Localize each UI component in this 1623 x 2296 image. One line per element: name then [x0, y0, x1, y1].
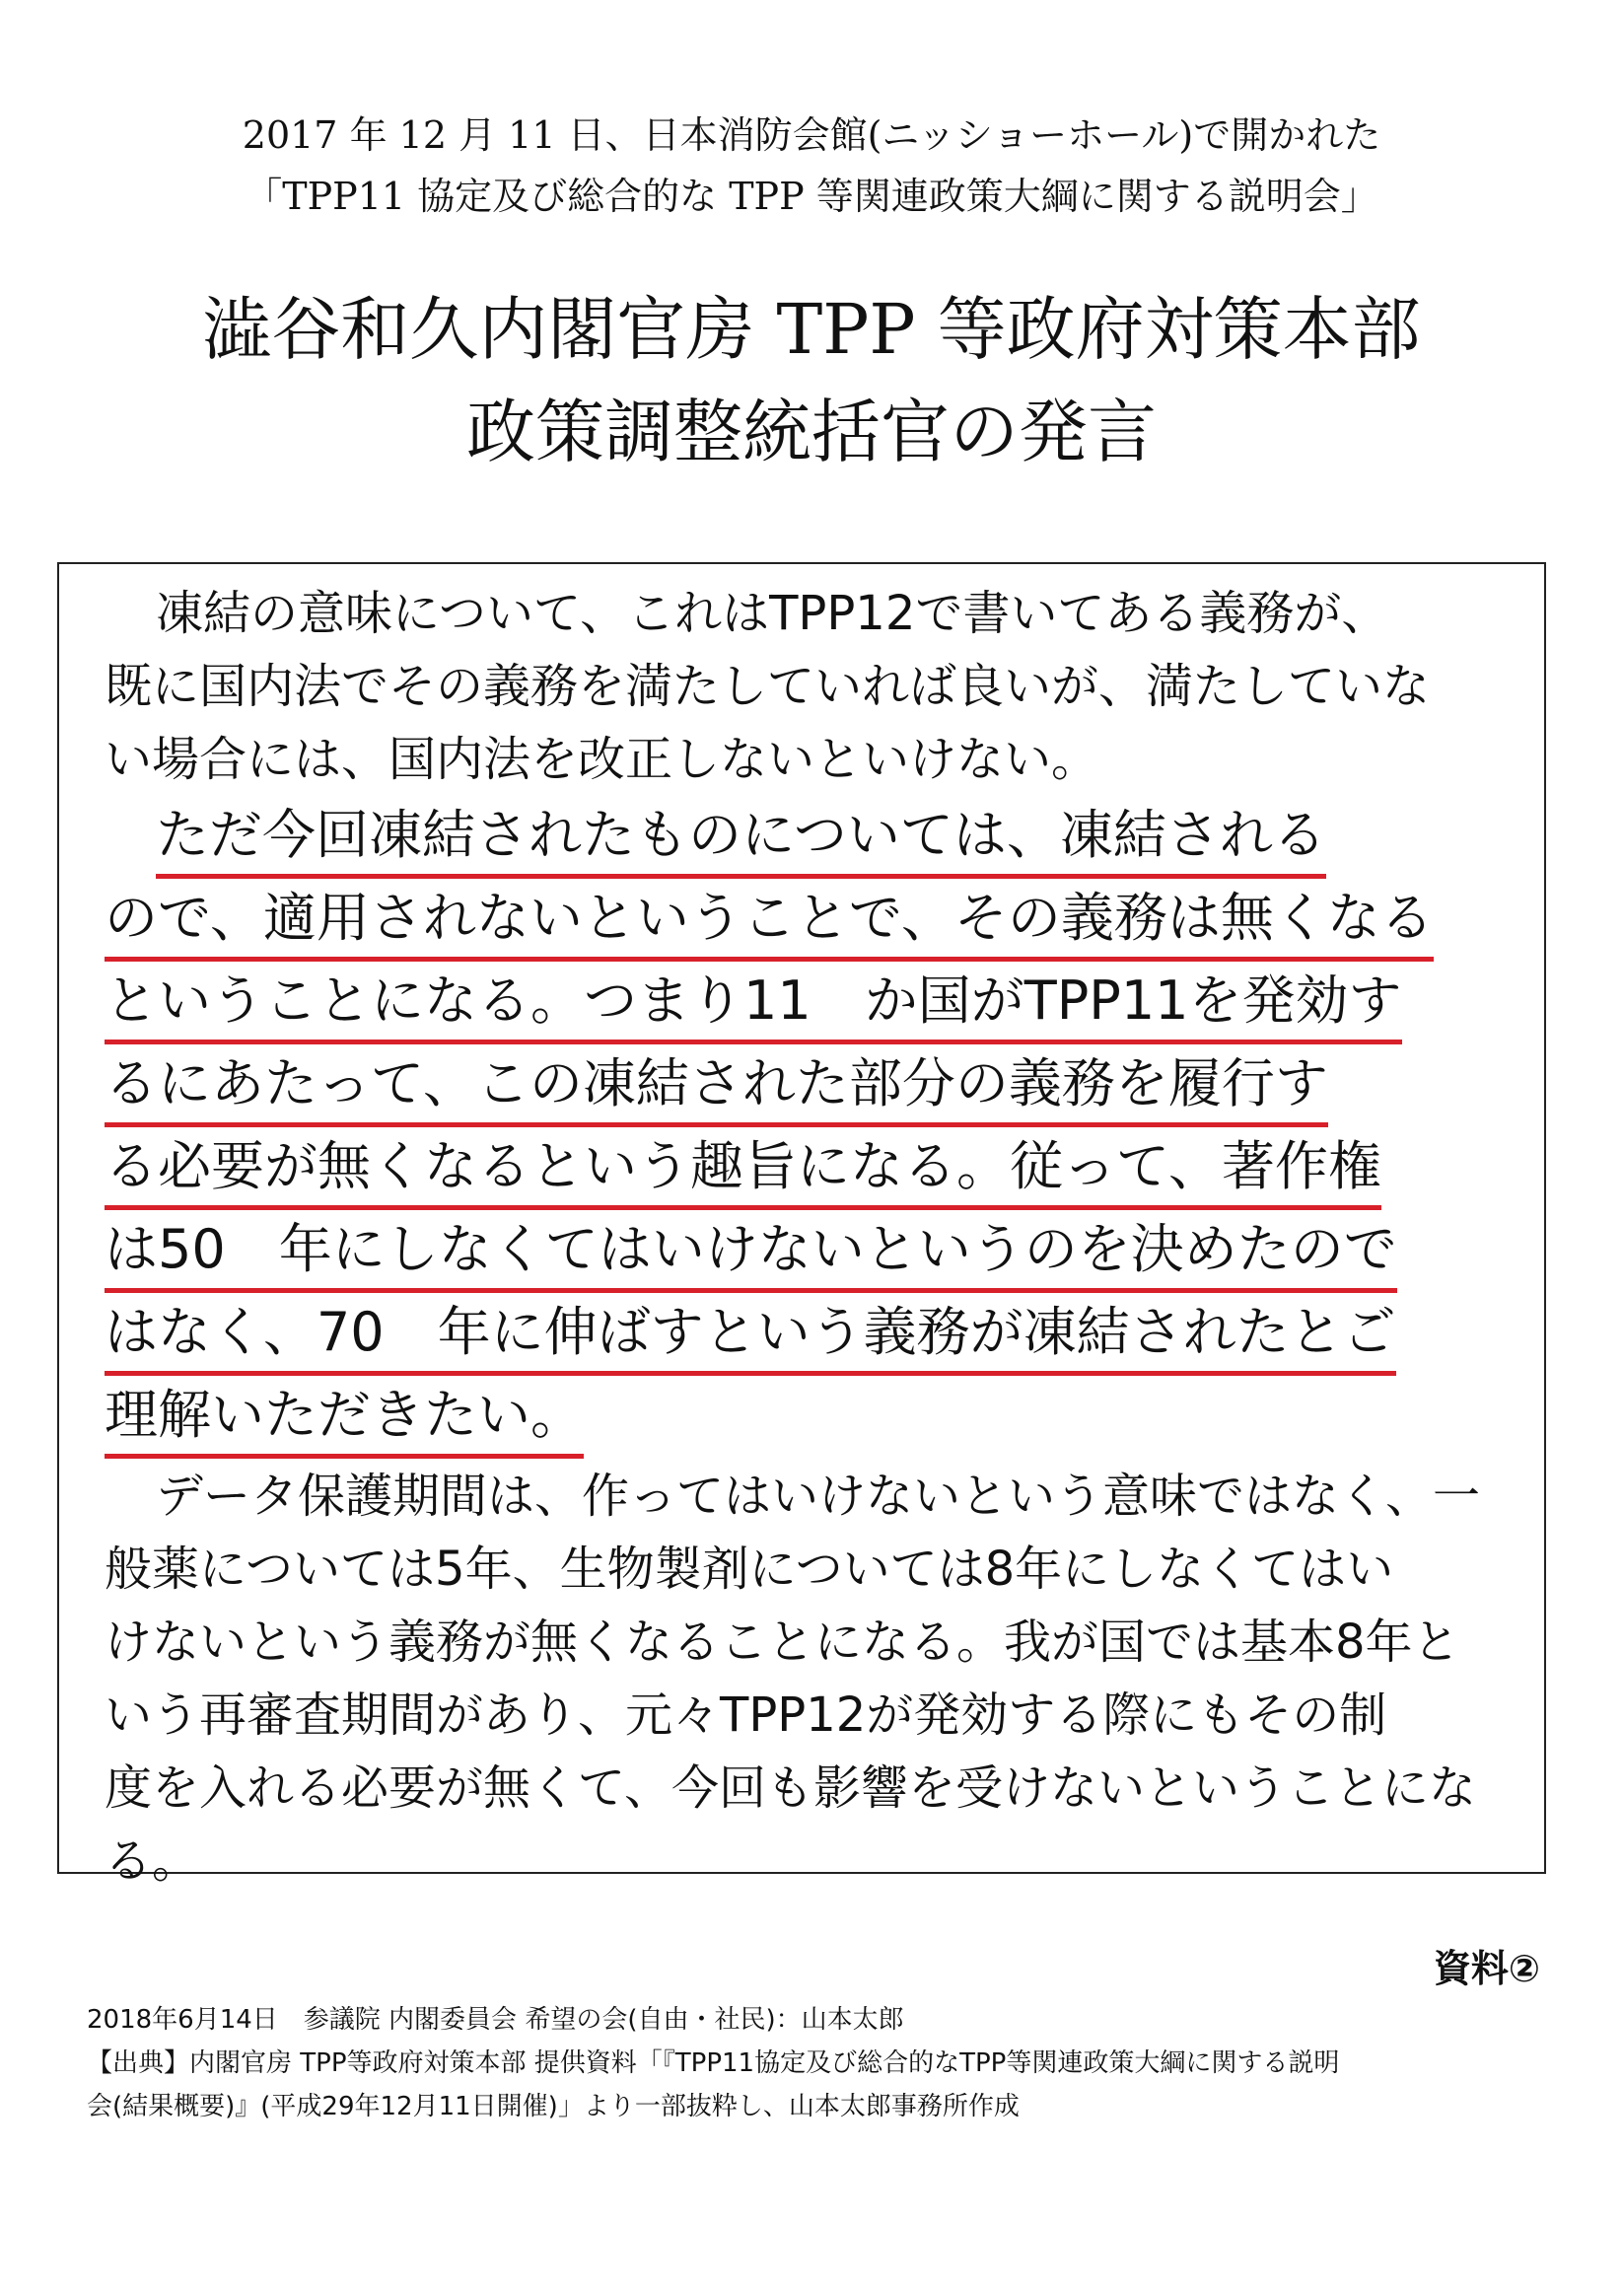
header-line-1: 2017 年 12 月 11 日、日本消防会館(ニッショーホール)で開かれた — [242, 113, 1381, 157]
footer-line-3: 会(結果概要)』(平成29年12月11日開催)」より一部抜粋し、山本太郎事務所作成 — [87, 2092, 1020, 2121]
document-title — [0, 278, 1623, 483]
body-line: 般薬については5年、生物製剤については8年にしなくてはい — [105, 1542, 1394, 1597]
document-label: 資料② — [1433, 1947, 1540, 1990]
highlighted-line: ということになる。つまり11 か国がTPP11を発効す — [105, 963, 1402, 1044]
body-line: 既に国内法でその義務を満たしていれば良いが、満たしていな — [105, 659, 1431, 714]
highlighted-line: ただ今回凍結されたものについては、凍結される — [156, 797, 1326, 879]
highlighted-line: る必要が無くなるという趣旨になる。従って、著作権 — [105, 1128, 1381, 1210]
highlighted-line: は50 年にしなくてはいけないというのを決めたので — [105, 1211, 1397, 1293]
body-line: けないという義務が無くなることになる。我が国では基本8年と — [105, 1614, 1460, 1670]
body-line: データ保護期間は、作ってはいけないという意味ではなく、一 — [156, 1469, 1481, 1524]
source-footer — [87, 1998, 1339, 2128]
highlighted-line: るにあたって、この凍結された部分の義務を履行す — [105, 1045, 1328, 1127]
body-line: 度を入れる必要が無くて、今回も影響を受けないということにな — [105, 1760, 1477, 1816]
highlighted-line: 理解いただきたい。 — [105, 1377, 584, 1459]
highlighted-line: ので、適用されないということで、その義務は無くなる — [105, 880, 1434, 962]
body-line: いう再審査期間があり、元々TPP12が発効する際にもその制 — [105, 1687, 1387, 1743]
body-line: い場合には、国内法を改正しないといけない。 — [105, 732, 1099, 787]
header-line-2: 「TPP11 協定及び総合的な TPP 等関連政策大綱に関する説明会」 — [245, 175, 1378, 218]
footer-line-1: 2018年6月14日 参議院 内閣委員会 希望の会(自由・社民)：山本太郎 — [87, 2005, 904, 2035]
footer-line-2: 【出典】内閣官房 TPP等政府対策本部 提供資料「『TPP11協定及び総合的なTPP等関連政策大綱に関する説明 — [87, 2048, 1340, 2078]
title-line-1: 澁谷和久内閣官房 TPP 等政府対策本部 — [202, 289, 1421, 370]
event-header — [0, 105, 1623, 227]
highlighted-line: はなく、70 年に伸ばすという義務が凍結されたとご — [105, 1294, 1396, 1376]
body-line: 凍結の意味について、これはTPP12で書いてある義務が、 — [156, 586, 1389, 641]
title-line-2: 政策調整統括官の発言 — [466, 392, 1157, 472]
body-line: る。 — [105, 1833, 200, 1889]
